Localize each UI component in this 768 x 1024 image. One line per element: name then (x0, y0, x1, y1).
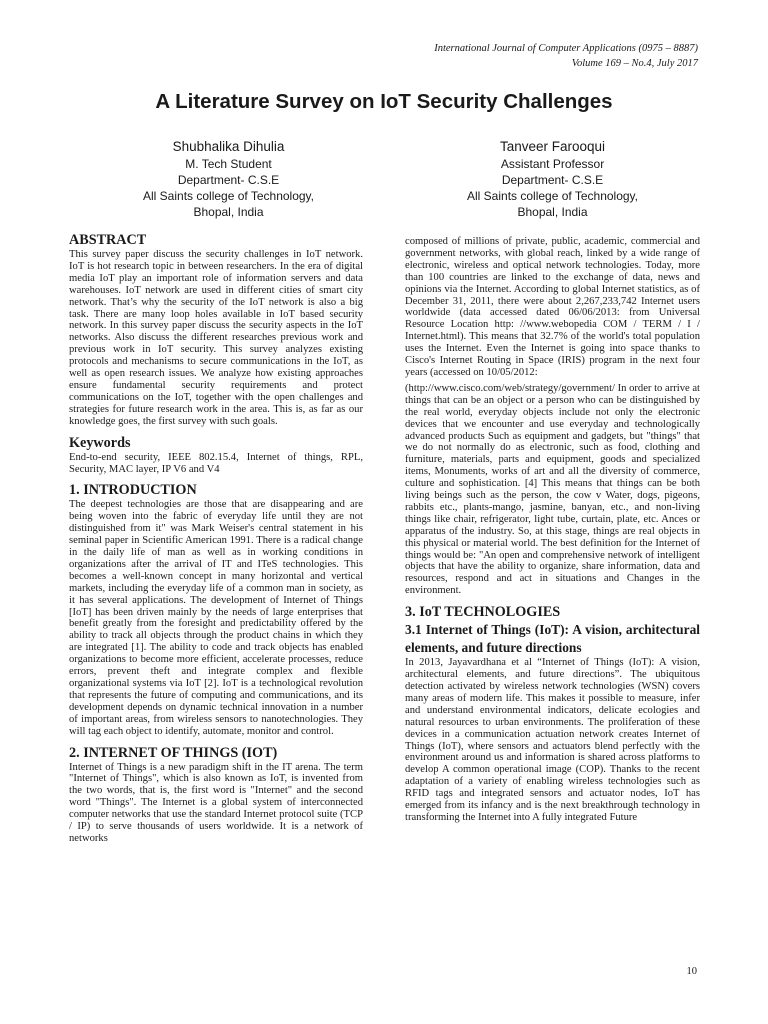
subsection-heading: 3.1 Internet of Things (IoT): A vision, architectural elements, and future directions (405, 622, 700, 656)
author-block-1 (96, 137, 361, 220)
left-column (69, 232, 363, 845)
author-location: Bhopal, India (193, 205, 264, 219)
journal-name: International Journal of Computer Applications (0975 – 8887) (434, 43, 698, 54)
author-name: Shubhalika Dihulia (172, 139, 285, 154)
author-institution: All Saints college of Technology, (467, 189, 638, 203)
journal-volume: Volume 169 – No.4, July 2017 (571, 58, 698, 69)
subsection-text: In 2013, Jayavardhana et al “Internet of Things (IoT): A vision, architectural elements, and future directions”. The ubiquitous detection activated by wireless network technologies (WSN) covers many areas of modern life. This makes it possible to measure, infer and understand environmental indicators, delicate ecologies and natural resources to urban environments. The proliferation of these devices in a communication actuation network creates Internet of Things (IoT), where sensors and actuators blend perfectly with the environment around us and information is shared across platforms to develop A common operational image (COP). Thanks to the recent adaptation of a variety of enabling wireless technologies such as RFID tags and integrated sensors and actuator nodes, IoT has emerged from its infancy and is the next breakthrough technology in transforming the Internet into A fully integrated Future (405, 657, 700, 823)
iot-things-text: (http://www.cisco.com/web/strategy/government/ In order to arrive at things that can be an object or a person who can be distinguished by the real world, everyday objects include not only the electronic devices that we encounter and use everyday and technologically advanced products Such as equipment and gadgets, but "things" that we do not normally do as electronic, such as food, clothing and furniture, materials, parts and equipment, goods and specialized items, Monuments, works of art and all the diversity of commerce, culture and sophistication. [4] This means that things can be both living beings such as the person, the cow v Water, dogs, pigeons, rabbits etc., plants-mango, jasmine, banyan, etc., and non-living things like chair, refrigerator, light tube, curtain, plate, etc. Ances or apparatus of the industry. So, at this stage, things are real objects in this physical or material world. The best definition for the Internet of things would be: "An open and comprehensive network of intelligent objects that have the ability to organize, share information, data and resources, respond and act in situations and Changes in the environment. (405, 382, 700, 597)
author-role: Assistant Professor (500, 157, 605, 171)
keywords-heading: Keywords (69, 434, 131, 451)
page-number: 10 (686, 966, 697, 977)
author-role: M. Tech Student (185, 157, 272, 171)
paper-title: A Literature Survey on IoT Security Challenges (155, 90, 613, 113)
introduction-heading: 1. INTRODUCTION (69, 482, 197, 499)
abstract-heading: ABSTRACT (69, 232, 147, 248)
keywords-text: End-to-end security, IEEE 802.15.4, Internet of things, RPL, Security, MAC layer, IP V6 and V4 (69, 451, 363, 475)
iot-section-text: Internet of Things is a new paradigm shift in the IT arena. The term "Internet of Things", which is also known as IoT, is invented from the two words, that is, the first word is "Internet" and the second word "Things". The Internet is a global system of interconnected computer networks that use the standard Internet protocol suite (TCP / IP) to serve thousands of users worldwide. It is a network of networks (69, 761, 363, 844)
author-institution: All Saints college of Technology, (143, 189, 314, 203)
introduction-text: The deepest technologies are those that are disappearing and are being woven into the fabric of everyday life until they are not distinguished from it" was Mark Weiser's central statement in his seminal paper in Scientific American 1991. There is a radical change in the daily life of man as well as in working conditions in organizations after the arrival of IT and ITeS technologies. This becomes a well-known concept in many horizontal and vertical markets, including the everyday life of a common man in society, as it has several applications. The development of Internet of Things [IoT] has been driven mainly by the needs of large enterprises that benefit greatly from the foresight and predictability offered by the ability to track all objects through the product chains in which they are integrated [1]. The ability to code and track objects has enabled organizations to become more efficient, accelerate processes, reduce errors, prevent theft and integrate complex and flexible organizational systems via IoT [2]. IoT is a technological revolution that represents the future of computing and communications, and its development depends on dynamic technical innovation in a number of important areas, from wireless sensors to nanotechnologies. They will tag each object to identify, automate, monitor and control. (69, 499, 363, 737)
author-location: Bhopal, India (517, 205, 588, 219)
abstract-text: This survey paper discuss the security challenges in IoT network. IoT is hot research topic in between researchers. In the era of digital media IoT play an important role of information servers and data warehouses. IoT network are used in different cities of smart city network. That’s why the security of the IoT network is also a big task. There are many loop holes available in IoT based security network. In this survey paper discuss the security aspects in the IoT networks. Also discuss the different researches previous work and previous work in IoT security. This survey analyzes existing protocols and mechanisms to secure communications in the IoT, as well as open research issues. We analyze how existing approaches ensure fundamental security requirements and protect communications on the IoT, together with the open challenges and strategies for future research work in the area. This is, as far as our knowledge goes, the first survey with such goals. (69, 249, 363, 427)
author-department: Department- C.S.E (177, 173, 280, 187)
journal-header (434, 41, 698, 71)
iot-section-heading: 2. INTERNET OF THINGS (IOT) (69, 744, 278, 761)
right-column (405, 236, 700, 824)
author-department: Department- C.S.E (501, 173, 604, 187)
iot-technologies-heading: 3. IoT TECHNOLOGIES (405, 604, 561, 621)
author-block-2 (420, 137, 685, 220)
author-name: Tanveer Farooqui (499, 139, 606, 154)
iot-continued-text: composed of millions of private, public, academic, commercial and government networks, with global reach, linked by a wide range of electronic, wireless and optical network technologies. Today, more than 100 countries are linked to the exchange of data, news and opinions via the Internet. According to global Internet statistics, as of December 31, 2011, there were about 2,267,233,742 Internet users worldwide (data accessed dated 06/06/2013: from Universal Resource Location http: //www.webopedia COM / TERM / I / Internet.html). This means that 32.7% of the world's total population uses the Internet. Even the Internet is going into space thanks to Cisco's Internet Routing in Space (IRIS) program in the next four years (accessed on 10/05/2012: (405, 236, 700, 378)
